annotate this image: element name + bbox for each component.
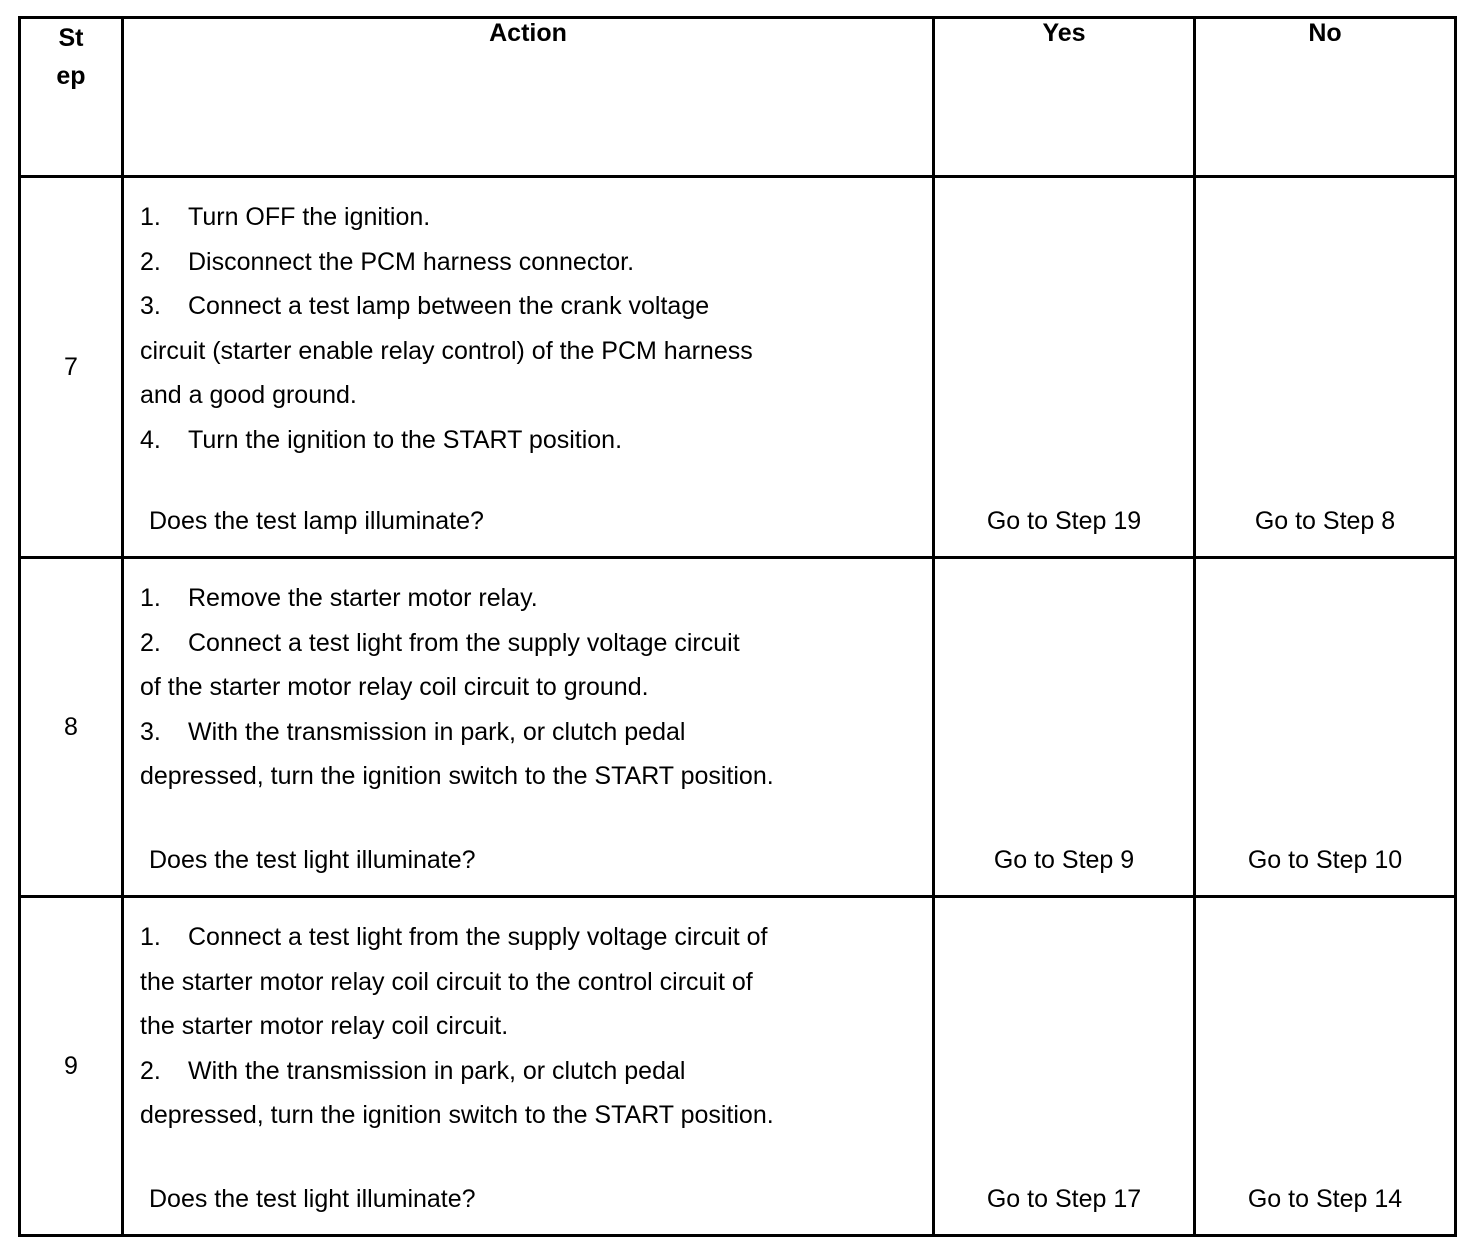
step-item-text: Remove the starter motor relay. bbox=[188, 584, 538, 612]
yes-cell bbox=[934, 177, 1195, 558]
action-line-continued bbox=[140, 1093, 916, 1138]
action-line bbox=[140, 284, 916, 329]
step-item-text: circuit (starter enable relay control) of the PCM harness bbox=[140, 336, 753, 365]
action-line bbox=[140, 915, 916, 960]
action-line bbox=[140, 418, 916, 463]
action-line bbox=[140, 576, 916, 621]
step-question: Does the test light illuminate? bbox=[149, 1185, 476, 1213]
action-cell bbox=[123, 558, 934, 897]
step-item-number: 1. bbox=[140, 584, 161, 612]
action-line bbox=[140, 621, 916, 666]
step-item-text: Turn the ignition to the START position. bbox=[188, 425, 623, 454]
step-item-number: 4. bbox=[140, 425, 161, 454]
yes-result: Go to Step 9 bbox=[993, 846, 1135, 874]
step-item-text: Connect a test lamp between the crank voltage bbox=[188, 292, 710, 320]
no-column-header: No bbox=[1195, 18, 1456, 177]
step-item-text: depressed, turn the ignition switch to the START position. bbox=[140, 762, 774, 790]
action-line bbox=[140, 710, 916, 755]
yes-cell bbox=[934, 897, 1195, 1236]
step-item-number: 3. bbox=[140, 292, 161, 320]
diagnostic-table bbox=[18, 16, 1457, 1237]
step-item-text: With the transmission in park, or clutch pedal bbox=[188, 717, 686, 746]
no-result: Go to Step 14 bbox=[1247, 1185, 1403, 1213]
action-cell bbox=[123, 897, 934, 1236]
table-row bbox=[20, 897, 1456, 1236]
action-cell bbox=[123, 177, 934, 558]
no-cell bbox=[1195, 558, 1456, 897]
yes-result: Go to Step 19 bbox=[986, 507, 1142, 535]
no-result: Go to Step 8 bbox=[1254, 507, 1396, 535]
step-item-number: 1. bbox=[140, 203, 161, 231]
action-line-continued bbox=[140, 1004, 916, 1049]
action-line bbox=[140, 240, 916, 285]
yes-result: Go to Step 17 bbox=[986, 1185, 1142, 1213]
step-item-text: Disconnect the PCM harness connector. bbox=[188, 247, 635, 276]
step-item-text: Connect a test light from the supply voltage circuit of bbox=[188, 923, 768, 951]
step-header-line2: ep bbox=[56, 62, 86, 90]
step-item-number: 2. bbox=[140, 1056, 161, 1085]
step-item-number: 2. bbox=[140, 247, 161, 276]
action-line-continued bbox=[140, 665, 916, 710]
step-item-text: of the starter motor relay coil circuit to ground. bbox=[140, 673, 649, 701]
action-line-continued bbox=[140, 373, 916, 418]
action-line bbox=[140, 1049, 916, 1094]
step-number: 9 bbox=[20, 897, 123, 1236]
table-row bbox=[20, 558, 1456, 897]
step-item-number: 3. bbox=[140, 717, 161, 746]
yes-cell bbox=[934, 558, 1195, 897]
step-question: Does the test lamp illuminate? bbox=[149, 507, 484, 535]
yes-column-header: Yes bbox=[934, 18, 1195, 177]
step-item-text: the starter motor relay coil circuit. bbox=[140, 1012, 509, 1040]
step-number: 8 bbox=[20, 558, 123, 897]
step-header-line1: St bbox=[58, 24, 84, 52]
no-cell bbox=[1195, 177, 1456, 558]
step-item-text: depressed, turn the ignition switch to the START position. bbox=[140, 1101, 774, 1129]
step-item-number: 2. bbox=[140, 628, 161, 657]
step-item-text: and a good ground. bbox=[140, 381, 357, 409]
step-number: 7 bbox=[20, 177, 123, 558]
no-result: Go to Step 10 bbox=[1247, 846, 1403, 874]
action-line-continued bbox=[140, 960, 916, 1005]
action-line-continued bbox=[140, 754, 916, 799]
step-item-number: 1. bbox=[140, 923, 161, 951]
step-column-header bbox=[20, 18, 123, 177]
step-item-text: Turn OFF the ignition. bbox=[188, 203, 431, 231]
step-item-text: With the transmission in park, or clutch pedal bbox=[188, 1056, 686, 1085]
action-column-header: Action bbox=[123, 18, 934, 177]
no-cell bbox=[1195, 897, 1456, 1236]
step-item-text: the starter motor relay coil circuit to the control circuit of bbox=[140, 967, 753, 996]
action-line bbox=[140, 195, 916, 240]
header-row bbox=[20, 18, 1456, 177]
action-line-continued bbox=[140, 329, 916, 374]
step-question: Does the test light illuminate? bbox=[149, 846, 476, 874]
step-item-text: Connect a test light from the supply voltage circuit bbox=[188, 628, 740, 657]
table-row bbox=[20, 177, 1456, 558]
